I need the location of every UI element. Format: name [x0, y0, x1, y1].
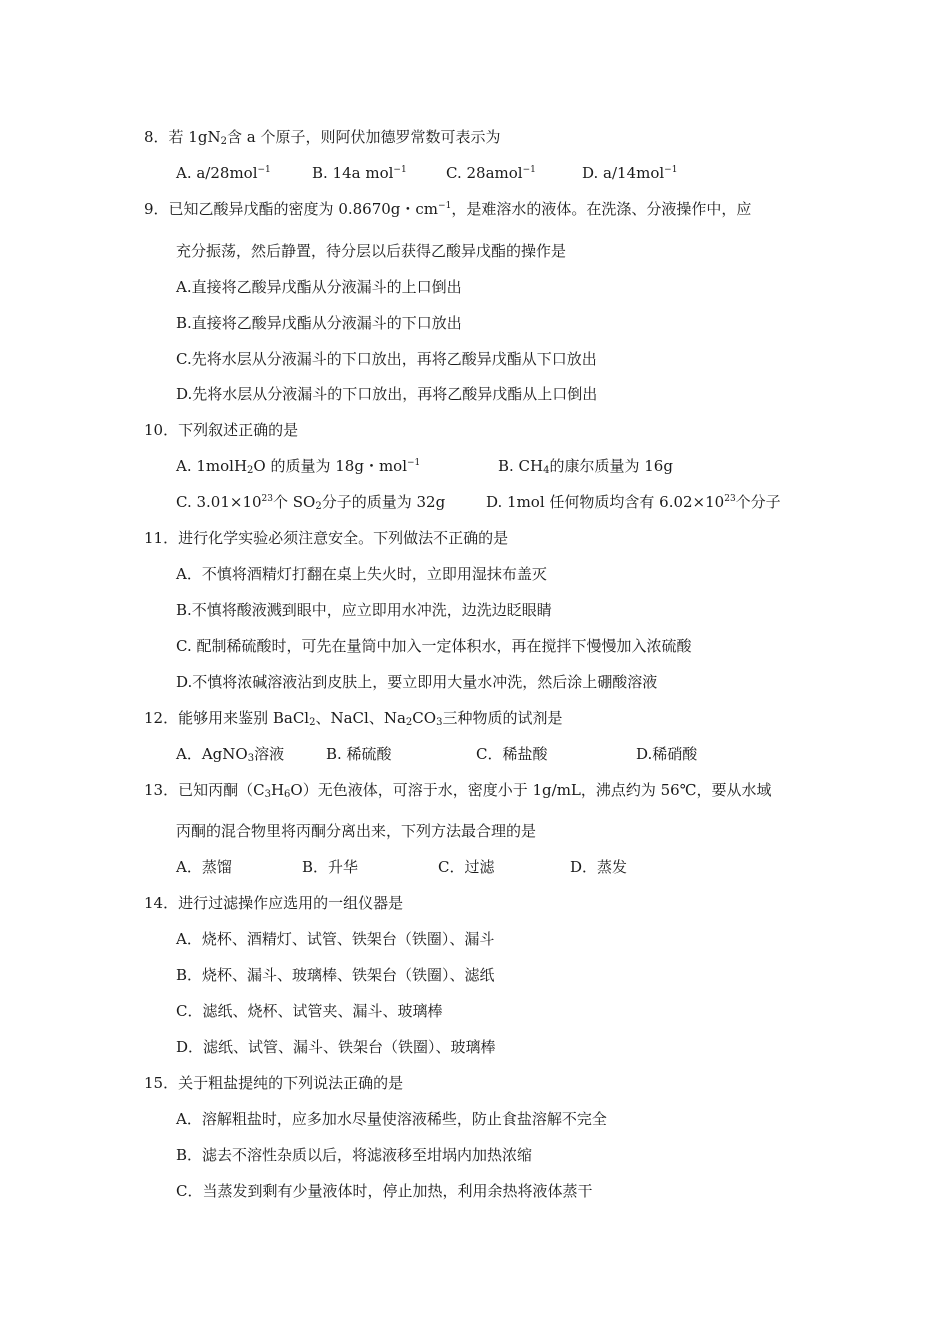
q15-option-a: A．溶解粗盐时，应多加水尽量使溶液稀些，防止食盐溶解不完全	[176, 1110, 607, 1128]
question-12-stem: 12．能够用来鉴别 BaCl$_2$、NaCl、$Na_2CO_3$三种物质的试剂是	[144, 709, 563, 728]
q12-option-b: B. 稀硫酸	[326, 745, 392, 763]
q14-option-a: A．烧杯、酒精灯、试管、铁架台（铁圈）、漏斗	[176, 930, 495, 948]
q12-option-d: D.稀硝酸	[636, 745, 698, 763]
q14-option-d: D．滤纸、试管、漏斗、铁架台（铁圈）、玻璃棒	[176, 1038, 496, 1056]
q15-option-c: C．当蒸发到剩有少量液体时，停止加热，利用余热将液体蒸干	[176, 1182, 593, 1200]
question-13-stem: 13．已知丙酮$(C_3H_6O)$无色液体，可溶于水，密度小于 1g/mL，沸点约为 56℃，要从水域	[144, 781, 772, 800]
q9-option-b: B.直接将乙酸异戊酯从分液漏斗的下口放出	[176, 314, 462, 332]
q9-option-c: C.先将水层从分液漏斗的下口放出，再将乙酸异戊酯从下口放出	[176, 350, 597, 368]
q13-option-d: D．蒸发	[570, 858, 628, 876]
question-15-stem: 15．关于粗盐提纯的下列说法正确的是	[144, 1074, 404, 1092]
q10-option-c: C. $3.01\times 10^{23}$个 $SO_2$分子的质量为 32g	[176, 493, 446, 512]
q12-option-a: A．AgNO$_3$溶液	[176, 745, 285, 764]
q9-option-a: A.直接将乙酸异戊酯从分液漏斗的上口倒出	[176, 278, 462, 296]
question-11-stem: 11．进行化学实验必须注意安全。下列做法不正确的是	[144, 529, 509, 547]
question-13-stem-cont: 丙酮的混合物里将丙酮分离出来，下列方法最合理的是	[176, 822, 537, 840]
q8-option-a: A. a/28mol$^{-1}$	[176, 164, 271, 182]
q11-option-b: B.不慎将酸液溅到眼中，应立即用水冲洗，边洗边眨眼睛	[176, 601, 552, 619]
q11-option-d: D.不慎将浓碱溶液沾到皮肤上，要立即用大量水冲洗，然后涂上硼酸溶液	[176, 673, 658, 691]
q12-option-c: C．稀盐酸	[476, 745, 548, 763]
q11-option-a: A．不慎将酒精灯打翻在桌上失火时，立即用湿抹布盖灭	[176, 565, 547, 583]
q15-option-b: B．滤去不溶性杂质以后，将滤液移至坩埚内加热浓缩	[176, 1146, 533, 1164]
question-8-stem: 8．若 $1gN_2$含 a 个原子，则阿伏加德罗常数可表示为	[144, 128, 501, 147]
q9-option-d: D.先将水层从分液漏斗的下口放出，再将乙酸异戊酯从上口倒出	[176, 385, 598, 403]
q11-option-c: C. 配制稀硫酸时，可先在量筒中加入一定体积水，再在搅拌下慢慢加入浓硫酸	[176, 637, 692, 655]
q8-option-d: D. a/14mol$^{-1}$	[582, 164, 678, 182]
q10-option-d: D. 1mol 任何物质均含有 $6.02\times 10^{23}$个分子	[486, 493, 781, 511]
q14-option-c: C．滤纸、烧杯、试管夹、漏斗、玻璃棒	[176, 1002, 443, 1020]
q8-option-b: B. 14a mol$^{-1}$	[312, 164, 407, 182]
question-14-stem: 14．进行过滤操作应选用的一组仪器是	[144, 894, 404, 912]
q10-option-b: B. $CH_4$的康尔质量为 16g	[498, 457, 673, 476]
question-9-stem-cont: 充分振荡，然后静置，待分层以后获得乙酸异戊酯的操作是	[176, 242, 567, 260]
q8-option-c: C. 28amol$^{-1}$	[446, 164, 536, 182]
q13-option-c: C．过滤	[438, 858, 495, 876]
q14-option-b: B．烧杯、漏斗、玻璃棒、铁架台（铁圈）、滤纸	[176, 966, 495, 984]
question-9-stem: 9．已知乙酸异戊酯的密度为 0.8670g・$cm^{-1}$，是难溶水的液体。在洗涤、分液操作中，应	[144, 200, 752, 218]
q13-option-a: A．蒸馏	[176, 858, 232, 876]
q10-option-a: A. 1molH$_2$O 的质量为 18g・mol$^{-1}$	[176, 457, 421, 476]
question-10-stem: 10．下列叙述正确的是	[144, 421, 299, 439]
q13-option-b: B．升华	[302, 858, 359, 876]
